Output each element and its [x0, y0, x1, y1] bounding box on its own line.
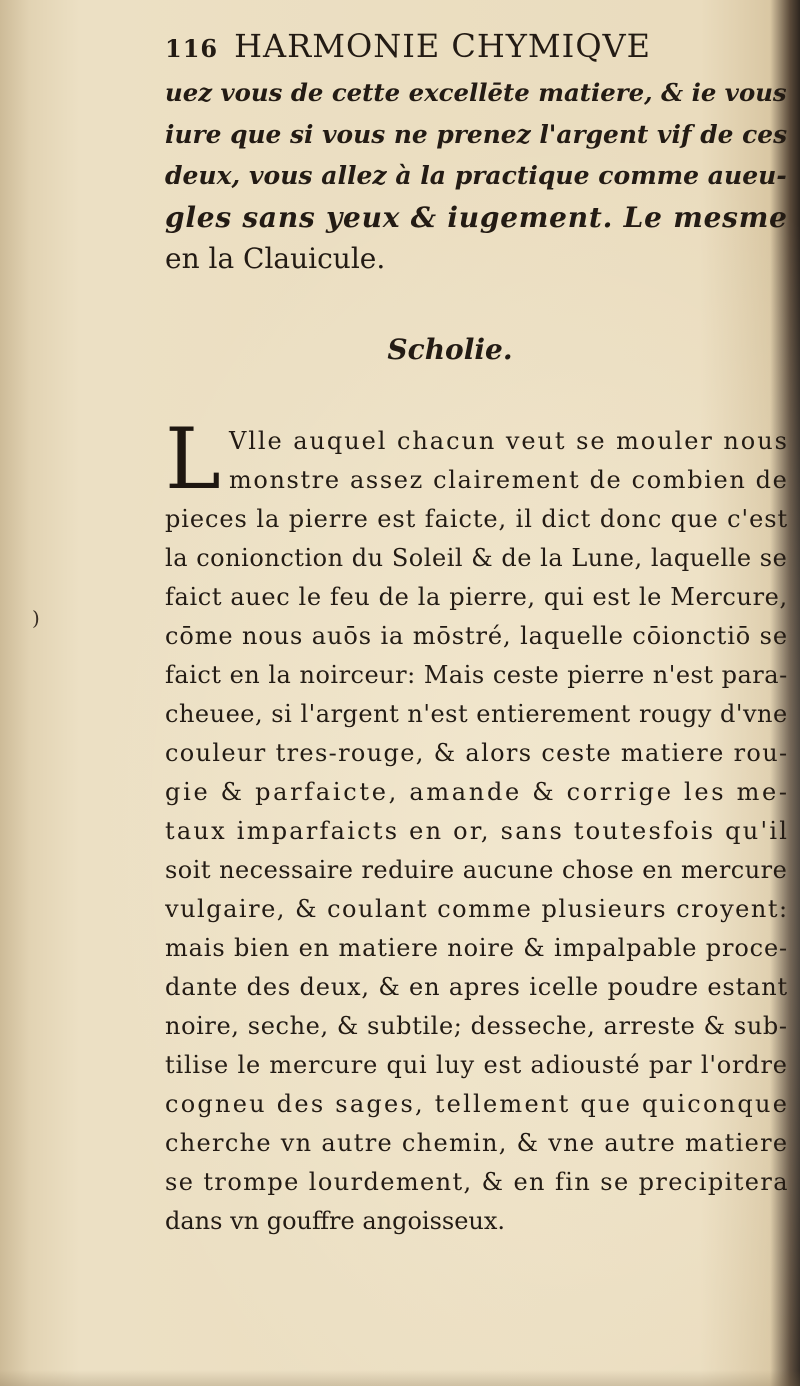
body-line: dante des deux, & en apres icelle poudre estant — [165, 972, 789, 1001]
body-line: gie & parfaicte, amande & corrige les me- — [165, 777, 790, 806]
body-line: cherche vn autre chemin, & vne autre matiere — [165, 1128, 789, 1157]
body-line: monstre assez clairement de combien de — [229, 465, 789, 494]
page-number: 116 — [165, 34, 219, 63]
body-line: vulgaire, & coulant comme plusieurs croyent: — [165, 894, 789, 923]
running-head-title: HARMONIE CHYMIQVE — [234, 27, 652, 65]
body-line: dans vn gouffre angoisseux. — [165, 1206, 506, 1235]
body-line: se trompe lourdement, & en fin se precipitera — [165, 1167, 789, 1196]
quoted-passage — [165, 72, 795, 280]
body-line: faict en la noirceur: Mais ceste pierre n'est para- — [165, 660, 788, 689]
body-line: pieces la pierre est faicte, il dict donc que c'est — [165, 504, 789, 533]
body-line: noire, seche, & subtile; desseche, arreste & sub- — [165, 1011, 788, 1040]
body-line: faict auec le feu de la pierre, qui est le Mercure, — [165, 582, 788, 611]
body-line: couleur tres-rouge, & alors ceste matiere rou- — [165, 738, 789, 767]
quote-line: deux, vous allez à la practique comme aueu- — [165, 160, 787, 190]
running-header — [165, 20, 795, 72]
quote-line: iure que si vous ne prenez l'argent vif de ces — [165, 119, 788, 149]
body-line: cogneu des sages, tellement que quiconque — [165, 1089, 790, 1118]
body-line: cōme nous auōs ia mōstré, laquelle cōionctiō se — [165, 621, 788, 650]
margin-mark: ) — [32, 606, 40, 630]
section-heading: Scholie. — [387, 332, 513, 366]
drop-cap: L — [165, 409, 221, 508]
body-line: cheuee, si l'argent n'est entierement rougy d'vne — [165, 699, 788, 728]
quote-line: en la Clauicule. — [165, 242, 386, 275]
body-line: taux imparfaicts en or, sans toutesfois qu'il — [165, 816, 790, 845]
body-line: tilise le mercure qui luy est adiousté par l'ordre — [165, 1050, 788, 1079]
body-line: soit necessaire reduire aucune chose en mercure — [165, 855, 788, 884]
body-lines — [165, 409, 795, 1241]
body-line: mais bien en matiere noire & impalpable proce- — [165, 933, 789, 962]
body-line: la conionction du Soleil & de la Lune, laquelle se — [165, 543, 788, 572]
quote-line: gles sans yeux & iugement. Le mesme — [165, 200, 788, 234]
quote-line: uez vous de cette excellēte matiere, & ie vous — [165, 78, 787, 107]
body-text — [165, 409, 795, 1241]
body-line: Vlle auquel chacun veut se mouler nous — [229, 426, 789, 455]
text-block — [165, 20, 795, 1241]
